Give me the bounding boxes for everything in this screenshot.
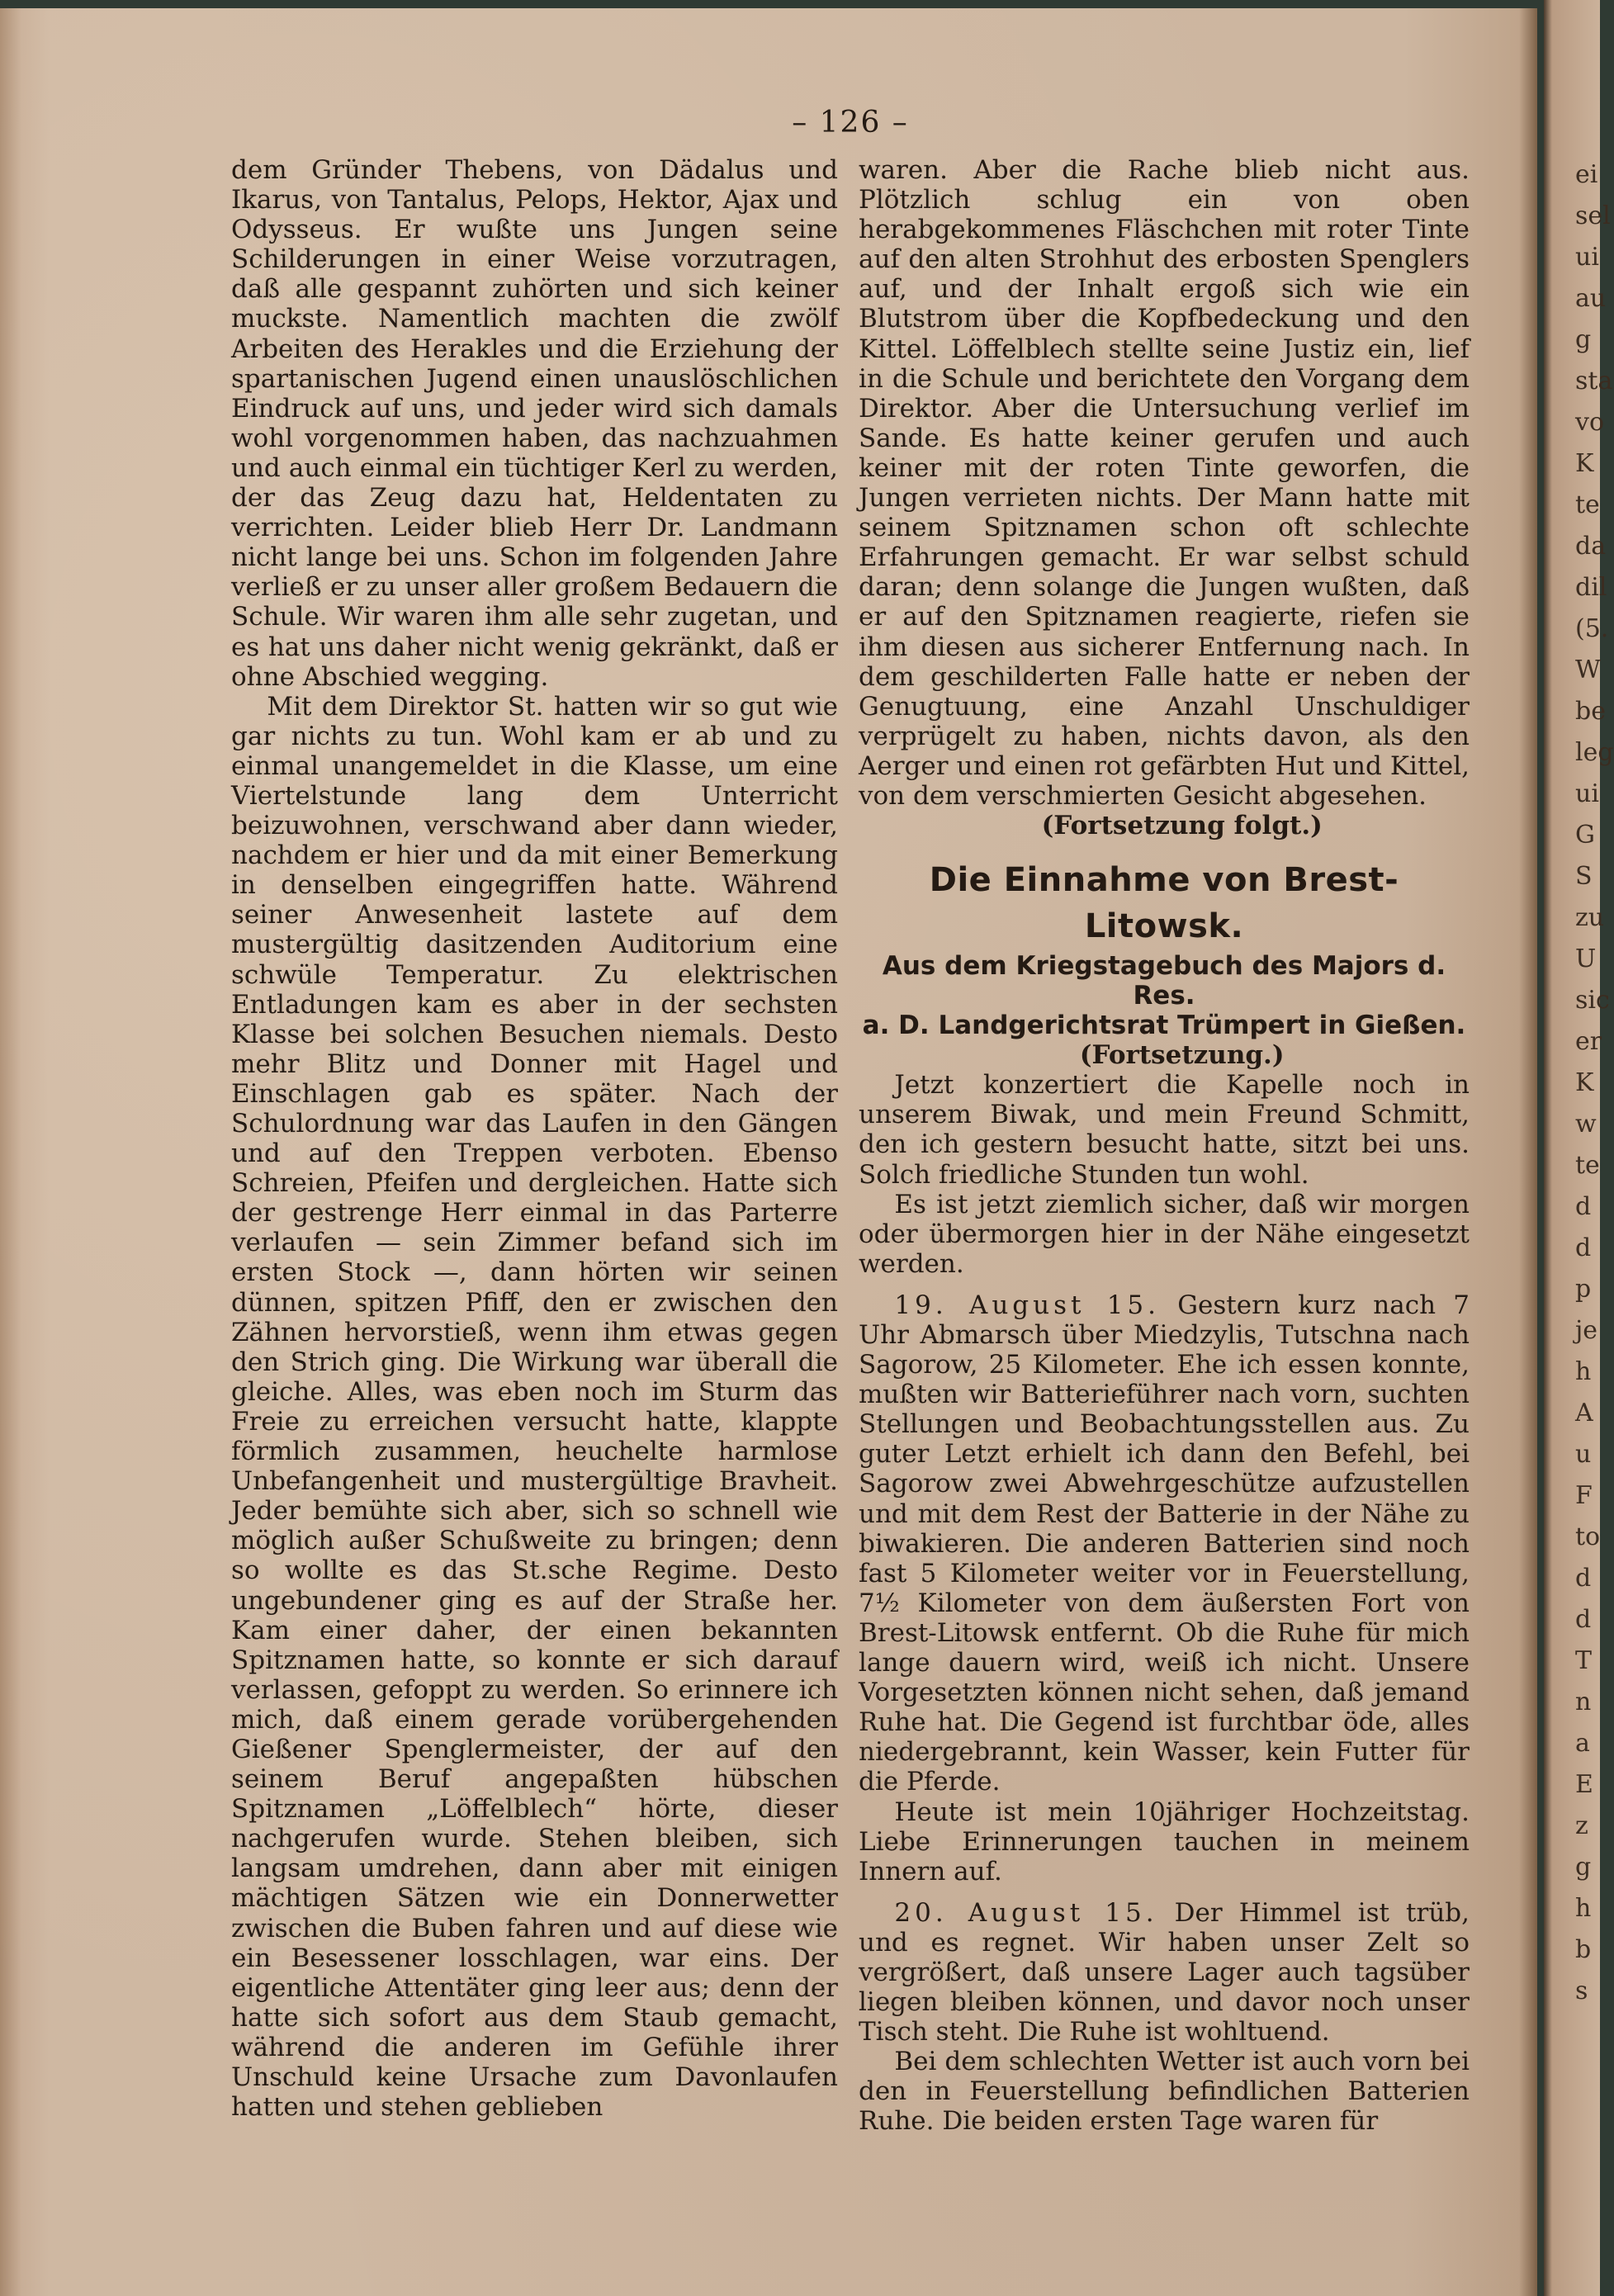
adjacent-page-fragment: be: [1575, 697, 1606, 726]
adjacent-page-fragment: g: [1575, 325, 1592, 354]
adjacent-page-fragment: ei: [1575, 160, 1598, 189]
adjacent-page-fragment: au: [1575, 284, 1607, 313]
diary-anniversary: Heute ist mein 10jähriger Hochzeitstag. Liebe Erinnerungen tauchen in meinem Innern auf.: [859, 1797, 1470, 1887]
diary-date-19-august: 19. August 15.: [894, 1290, 1161, 1320]
adjacent-page-fragment: h: [1575, 1357, 1592, 1386]
adjacent-page-fragment: W: [1575, 656, 1601, 684]
adjacent-page-fragment: A: [1575, 1399, 1593, 1427]
diary-followup: Bei dem schlechten Wetter ist auch vorn bei den in Feuerstellung befindlichen Batterien Ruhe. Die beiden ersten Tage waren für: [859, 2047, 1470, 2137]
adjacent-page-fragment: ui: [1575, 243, 1599, 272]
paragraph-revenge: waren. Aber die Rache blieb nicht aus. Plötzlich schlug ein von oben herabgekommenes Fläschchen mit roter Tinte auf den alten Strohhut des erbosten Spenglers auf, und der Inhalt ergoß sich wie ein Blutstrom über die Kopfbedeckung und den Kittel. Löffelblech stellte seine Justiz ein, lief in die Schule und berichtete den Vorgang dem Direktor. Aber die Untersuchung verlief im Sande. Es hatte keiner gerufen und auch keiner mit der roten Tinte geworfen, die Jungen verrieten nichts. Der Mann hatte mit seinem Spitznamen schon oft schlechte Erfahrungen gemacht. Er war selbst schuld daran; denn solange die Jungen wußten, daß er auf den Spitznamen reagierte, riefen sie ihm diesen aus sicherer Entfernung nach. In dem geschilderten Falle hatte er neben der Genugtuung, eine Anzahl Unschuldiger verprügelt zu haben, nichts davon, als den Aerger und einen rot gefärbten Hut und Kittel, von dem verschmierten Gesicht abgesehen.: [859, 155, 1470, 811]
adjacent-page-fragment: da: [1575, 532, 1607, 561]
article-subtitle-line-2: a. D. Landgerichtsrat Trümpert in Gießen.: [862, 1011, 1466, 1041]
adjacent-page-fragment: d: [1575, 1605, 1592, 1634]
adjacent-page-fragment: E: [1575, 1770, 1593, 1799]
adjacent-page-fragment: w: [1575, 1110, 1597, 1139]
adjacent-page-fragment: ui: [1575, 779, 1599, 808]
spacer: [859, 1887, 1470, 1898]
diary-entry-20-august: [859, 1898, 1470, 2047]
diary-date-20-august: 20. August 15.: [894, 1897, 1158, 1928]
continued-note: (Fortsetzung folgt.): [1041, 811, 1323, 841]
right-column: [859, 155, 1470, 2137]
adjacent-page-fragment: leg: [1575, 738, 1614, 767]
adjacent-page-fragment: T: [1575, 1646, 1593, 1675]
adjacent-page-fragment: d: [1575, 1233, 1592, 1262]
adjacent-page-fragment: to: [1575, 1522, 1601, 1551]
article-title: Die Einnahme von Brest-Litowsk.: [929, 861, 1399, 946]
adjacent-page-fragment: p: [1575, 1275, 1592, 1304]
adjacent-page-fragment: d: [1575, 1192, 1592, 1221]
left-column: [231, 155, 838, 2122]
adjacent-page-fragment: a: [1575, 1729, 1590, 1758]
adjacent-page-fragment: F: [1575, 1481, 1593, 1510]
adjacent-page-fragment: sel: [1575, 201, 1611, 230]
adjacent-page-fragment: h: [1575, 1894, 1592, 1923]
adjacent-page-fragment: te: [1575, 1151, 1600, 1180]
spacer: [859, 1279, 1470, 1290]
page-number: – 126 –: [792, 106, 909, 140]
adjacent-page-fragment: sta: [1575, 367, 1613, 395]
diary-text-19-august: Gestern kurz nach 7 Uhr Abmarsch über Miedzylis, Tutschna nach Sagorow, 25 Kilometer. Ehe ich essen konnte, mußten wir Batterieführer nach vorn, suchten Stellungen und Beobachtungsstellen aus. Zu guter Letzt erhielt ich dann den Befehl, bei Sagorow zwei Abwehrgeschütze aufzustellen und mit dem Rest der Batterie in der Nähe zu biwakieren. Die anderen Batterien sind noch fast 5 Kilometer weiter vor in Feuerstellung, 7½ Kilometer von dem äußersten Fort von Brest-Litowsk entfernt. Ob die Ruhe für mich lange dauern wird, weiß ich nicht. Unsere Vorgesetzten können nicht sehen, daß jemand Ruhe hat. Die Gegend ist furchtbar öde, alles niedergebrannt, kein Wasser, kein Futter für die Pferde.: [859, 1290, 1470, 1797]
diary-entry-19-august: [859, 1290, 1470, 1797]
paragraph-director: Mit dem Direktor St. hatten wir so gut wie gar nichts zu tun. Wohl kam er ab und zu einmal unangemeldet in die Klasse, um eine Viertelstunde lang dem Unterricht beizuwohnen, verschwand aber dann wieder, nachdem er hier und da mit einer Bemerkung in denselben eingegriffen hatte. Während seiner Anwesenheit lastete auf dem mustergültig dasitzenden Auditorium eine schwüle Temperatur. Zu elektrischen Entladungen kam es aber in der sechsten Klasse bei solchen Besuchen niemals. Desto mehr Blitz und Donner mit Hagel und Einschlagen gab es später. Nach der Schulordnung war das Laufen in den Gängen und auf den Treppen verboten. Ebenso Schreien, Pfeifen und dergleichen. Hatte sich der gestrenge Herr einmal in das Parterre verlaufen — sein Zimmer befand sich im ersten Stock —, dann hörten wir seinen dünnen, spitzen Pfiff, den er zwischen den Zähnen hervorstieß, wenn ihm etwas gegen den Strich ging. Die Wirkung war überall die gleiche. Alles, was eben noch im Sturm das Freie zu erreichen versucht hatte, klappte förmlich zusammen, heuchelte harmlose Unbefangenheit und mustergültige Bravheit. Jeder bemühte sich aber, sich so schnell wie möglich außer Schußweite zu bringen; denn so wollte es das St.sche Regime. Desto ungebundener ging es auf der Straße her. Kam einer daher, der einen bekannten Spitznamen hatte, so konnte er sich darauf verlassen, gefoppt zu werden. So erinnere ich mich, daß einem gerade vorübergehenden Gießener Spenglermeister, der auf den seinem Beruf angepaßten hübschen Spitznamen „Löffelblech“ hörte, dieser nachgerufen wurde. Stehen bleiben, sich langsam umdrehen, dann aber mit einigen mächtigen Sätzen wie ein Donnerwetter zwischen die Buben fahren und auf diese wie ein Besessener losschlagen, war eins. Der eigentliche Attentäter ging leer aus; denn der hatte sich sofort aus dem Staub gemacht, während die anderen im Gefühle ihrer Unschuld keine Ursache zum Davonlaufen hatten und stehen geblieben: [231, 691, 838, 2123]
adjacent-page-fragment: z: [1575, 1811, 1588, 1840]
article-paragraph-1: Jetzt konzertiert die Kapelle noch in unserem Biwak, und mein Freund Schmitt, den ich gestern besucht hatte, sitzt bei uns. Solch friedliche Stunden tun wohl.: [859, 1070, 1470, 1190]
adjacent-page-fragment: (5.: [1575, 614, 1609, 643]
adjacent-page-fragment: g: [1575, 1853, 1592, 1882]
article-continuation: (Fortsetzung.): [1079, 1040, 1285, 1071]
article-paragraph-2: Es ist jetzt ziemlich sicher, daß wir morgen oder übermorgen hier in der Nähe eingesetzt werden.: [859, 1189, 1470, 1279]
adjacent-page-fragment: n: [1575, 1688, 1592, 1716]
adjacent-page-fragment: vo: [1575, 408, 1605, 437]
diary-text-20-august: Der Himmel ist trüb, und es regnet. Wir haben unser Zelt so vergrößert, daß unsere Lager auch tagsüber liegen bleiben können, und davor noch unser Tisch steht. Die Ruhe ist wohltuend.: [859, 1897, 1470, 2047]
adjacent-page-fragment: U: [1575, 944, 1597, 973]
adjacent-page-fragment: te: [1575, 490, 1600, 519]
adjacent-page-fragment: dil: [1575, 573, 1607, 602]
adjacent-page-fragment: K: [1575, 1068, 1594, 1097]
adjacent-page-fragment: sic: [1575, 986, 1610, 1015]
adjacent-page-fragment: G: [1575, 821, 1595, 850]
adjacent-page-fragment: s: [1575, 1976, 1588, 2005]
paragraph-teacher: dem Gründer Thebens, von Dädalus und Ikarus, von Tantalus, Pelops, Hektor, Ajax und Odysseus. Er wußte uns Jungen seine Schilderungen in einer Weise vorzutragen, daß alle gespannt zuhörten und sich keiner muckste. Namentlich machten die zwölf Arbeiten des Herakles und die Erziehung der spartanischen Jugend einen unauslöschlichen Eindruck auf uns, und jeder wird sich damals wohl vorgenommen haben, das nachzuahmen und auch einmal ein tüchtiger Kerl zu werden, der das Zeug dazu hat, Heldentaten zu verrichten. Leider blieb Herr Dr. Landmann nicht lange bei uns. Schon im folgenden Jahre verließ er zu unser aller großem Bedauern die Schule. Wir waren ihm alle sehr zugetan, und es hat uns daher nicht wenig gekränkt, daß er ohne Abschied wegging.: [231, 155, 838, 692]
adjacent-page-fragment: b: [1575, 1935, 1592, 1964]
adjacent-page-fragment: K: [1575, 449, 1594, 478]
adjacent-page-edge: [1544, 0, 1614, 2296]
adjacent-page-fragment: S: [1575, 862, 1593, 891]
adjacent-page-fragment: er: [1575, 1027, 1602, 1056]
article-subtitle-line-1: Aus dem Kriegstagebuch des Majors d. Res.: [882, 951, 1446, 1011]
adjacent-page-fragment: je: [1575, 1316, 1598, 1345]
adjacent-page-fragment: u: [1575, 1440, 1592, 1469]
adjacent-page-fragment: d: [1575, 1564, 1592, 1593]
adjacent-page-fragment: zu: [1575, 903, 1605, 932]
